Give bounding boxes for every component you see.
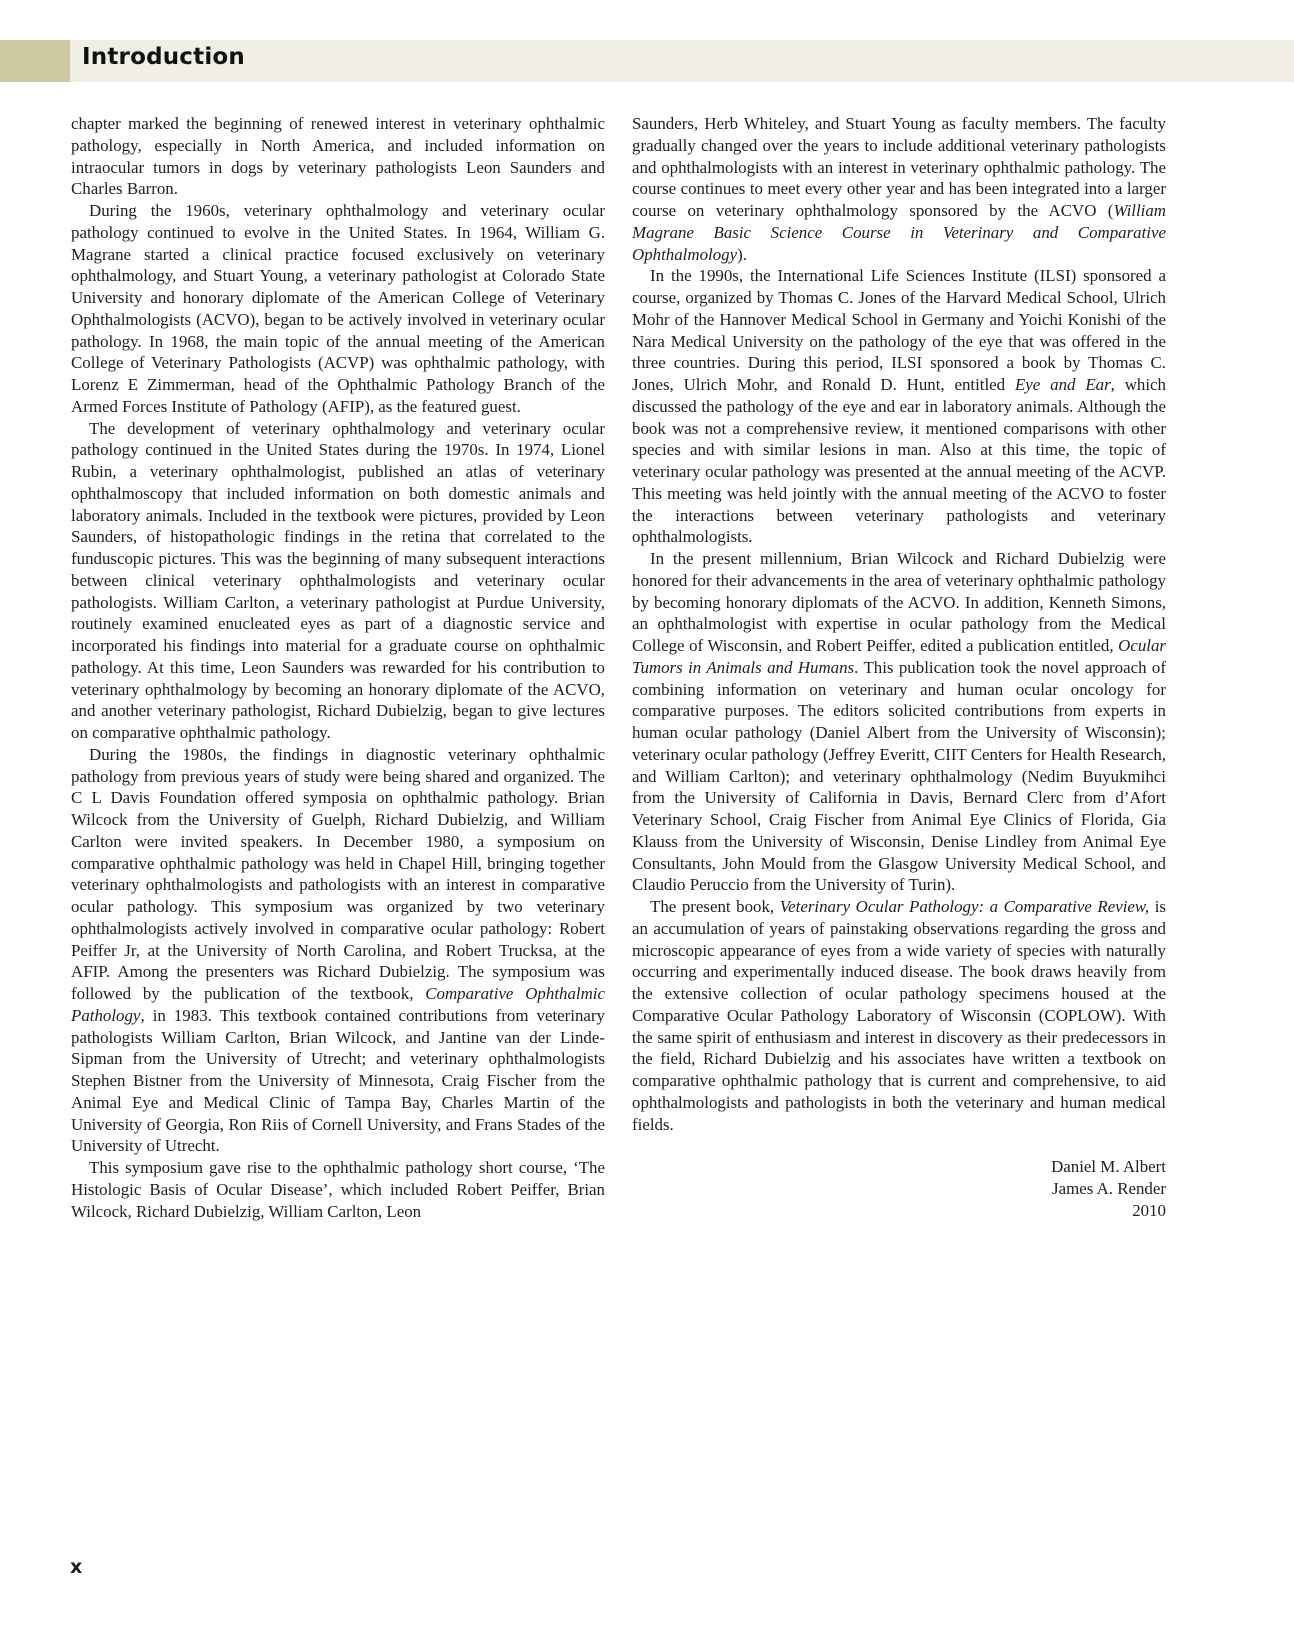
paragraph [632, 265, 1166, 548]
paragraph [632, 548, 1166, 896]
book-title: Eye and Ear [1014, 375, 1111, 394]
paragraph [632, 896, 1166, 1135]
signature-year: 2010 [1132, 1200, 1166, 1220]
page-number: x [70, 1556, 83, 1578]
paragraph: chapter marked the beginning of renewed interest in veterinary ophthalmic pathology, especially in North America, and included information on intraocular tumors in dogs by veterinary pathologists Leon Saunders and Charles Barron. [71, 114, 605, 199]
text-run: , in 1983. This textbook contained contributions from veterinary pathologists William Carlton, Brian Wilcock, and Jantine van der Linde-Sipman from the University of Utrecht; and veterinary ophthalmologists Stephen Bistner from the University of Minnesota, Craig Fischer from the Animal Eye and Medical Clinic of Tampa Bay, Charles Martin of the University of Georgia, Ron Riis of Cornell University, and Frans Stades of the University of Utrecht. [71, 1005, 605, 1156]
header-accent-tab [0, 40, 70, 82]
text-run: During the 1980s, the findings in diagnostic veterinary ophthalmic pathology from previous years of study were being shared and organized. The C L Davis Foundation offered symposia on ophthalmic pathology. Brian Wilcock from the University of Guelph, Richard Dubielzig, and William Carlton were invited speakers. In December 1980, a symposium on comparative ophthalmic pathology was held in Chapel Hill, bringing together veterinary ophthalmologists and pathologists with an interest in comparative ocular pathology. This symposium was organized by two veterinary ophthalmologists actively involved in comparative ocular pathology: Robert Peiffer Jr, at the University of North Carolina, and Robert Trucksa, at the AFIP. Among the presenters was Richard Dubielzig. The symposium was followed by the publication of the textbook, [71, 744, 605, 1003]
book-title: Comparative Ophthalmic Pathology [71, 984, 605, 1025]
paragraph: The development of veterinary ophthalmology and veterinary ocular pathology continued in the United States during the 1970s. In 1974, Lionel Rubin, a veterinary ophthalmologist, published an atlas of veterinary ophthalmoscopy that included information on both domestic animals and laboratory animals. Included in the textbook were pictures, provided by Leon Saunders, of histopathologic findings in the retina that correlated to the funduscopic pictures. This was the beginning of many subsequent interactions between clinical veterinary ophthalmologists and veterinary ocular pathologists. William Carlton, a veterinary pathologist at Purdue University, routinely examined enucleated eyes as part of a diagnostic service and incorporated his findings into material for a graduate course on ophthalmic pathology. At this time, Leon Saunders was rewarded for his contribution to veterinary ophthalmology by becoming an honorary diplomate of the ACVO, and another veterinary pathologist, Richard Dubielzig, began to give lectures on comparative ophthalmic pathology. [71, 418, 605, 742]
book-title: Ocular Tumors in Animals and Humans [632, 636, 1166, 677]
book-title: Veterinary Ocular Pathology: a Comparative Review, [779, 897, 1150, 916]
text-run: In the 1990s, the International Life Sciences Institute (ILSI) sponsored a course, organized by Thomas C. Jones of the Harvard Medical School, Ulrich Mohr of the Hannover Medical School in Germany and Yoichi Konishi of the Nara Medical University on the pathology of the eye that was offered in the three countries. During this period, ILSI sponsored a book by Thomas C. Jones, Ulrich Mohr, and Ronald D. Hunt, entitled [632, 266, 1166, 394]
signature-block [632, 1156, 1166, 1221]
paragraph: This symposium gave rise to the ophthalmic pathology short course, ‘The Histologic Basis of Ocular Disease’, which included Robert Peiffer, Brian Wilcock, Richard Dubielzig, William Carlton, Leon [71, 1158, 605, 1221]
left-column [71, 113, 605, 1222]
paragraph [632, 113, 1166, 265]
text-run: is an accumulation of years of painstaking observations regarding the gross and microscopic appearance of eyes from a wide variety of species with naturally occurring and experimentally induced disease. The book draws heavily from the extensive collection of ocular pathology specimens housed at the Comparative Ocular Pathology Laboratory of Wisconsin (COPLOW). With the same spirit of enthusiasm and interest in discovery as their predecessors in the field, Richard Dubielzig and his associates have written a textbook on comparative ophthalmic pathology that is current and comprehensive, to aid ophthalmologists and pathologists in both the veterinary and human medical fields. [632, 897, 1166, 1134]
text-run: The present book, [650, 897, 780, 916]
author-name: James A. Render [1052, 1179, 1166, 1198]
author-name: Daniel M. Albert [1051, 1157, 1166, 1177]
text-run: In the present millennium, Brian Wilcock and Richard Dubielzig were honored for their advancements in the area of veterinary ophthalmic pathology by becoming honorary diplomats of the ACVO. In addition, Kenneth Simons, an ophthalmologist with expertise in ocular pathology from the Medical College of Wisconsin, and Robert Peiffer, edited a publication entitled, [632, 549, 1166, 655]
text-run: Saunders, Herb Whiteley, and Stuart Young as faculty members. The faculty gradually changed over the years to include additional veterinary pathologists and ophthalmologists with an interest in veterinary ophthalmic pathology. The course continues to meet every other year and has been integrated into a larger course on veterinary ophthalmology sponsored by the ACVO ( [632, 114, 1166, 220]
paragraph [71, 744, 605, 1157]
course-title: William Magrane Basic Science Course in Veterinary and Comparative Ophthalmology [632, 201, 1166, 264]
page-title: Introduction [82, 44, 245, 70]
text-run: ). [737, 244, 747, 264]
text-run: , which discussed the pathology of the eye and ear in laboratory animals. Although the book was not a comprehensive review, it mentioned comparisons with other species and with similar lesions in man. Also at this time, the topic of veterinary ocular pathology was presented at the annual meeting of the ACVP. This meeting was held jointly with the annual meeting of the ACVO to foster the interactions between veterinary pathologists and veterinary ophthalmologists. [632, 375, 1166, 547]
paragraph: During the 1960s, veterinary ophthalmology and veterinary ocular pathology continued to evolve in the United States. In 1964, William G. Magrane started a clinical practice focused exclusively on veterinary ophthalmology, and Stuart Young, a veterinary pathologist at Colorado State University and honorary diplomate of the American College of Veterinary Ophthalmologists (ACVO), began to be actively involved in veterinary ocular pathology. In 1968, the main topic of the annual meeting of the American College of Veterinary Pathologists (ACVP) was ophthalmic pathology, with Lorenz E Zimmerman, head of the Ophthalmic Pathology Branch of the Armed Forces Institute of Pathology (AFIP), as the featured guest. [71, 201, 605, 416]
text-run: . This publication took the novel approach of combining information on veterinary and human ocular oncology for comparative purposes. The editors solicited contributions from experts in human ocular pathology (Daniel Albert from the University of Wisconsin); veterinary ocular pathology (Jeffrey Everitt, CIIT Centers for Health Research, and William Carlton); and veterinary ophthalmology (Nedim Buyukmihci from the University of California in Davis, Bernard Clerc from d’Afort Veterinary School, Craig Fischer from Animal Eye Clinics of Florida, Gia Klauss from the University of Wisconsin, Denise Lindley from Animal Eye Consultants, John Mould from the Glasgow University Medical School, and Claudio Peruccio from the University of Turin). [632, 657, 1166, 895]
right-column [632, 113, 1166, 1222]
